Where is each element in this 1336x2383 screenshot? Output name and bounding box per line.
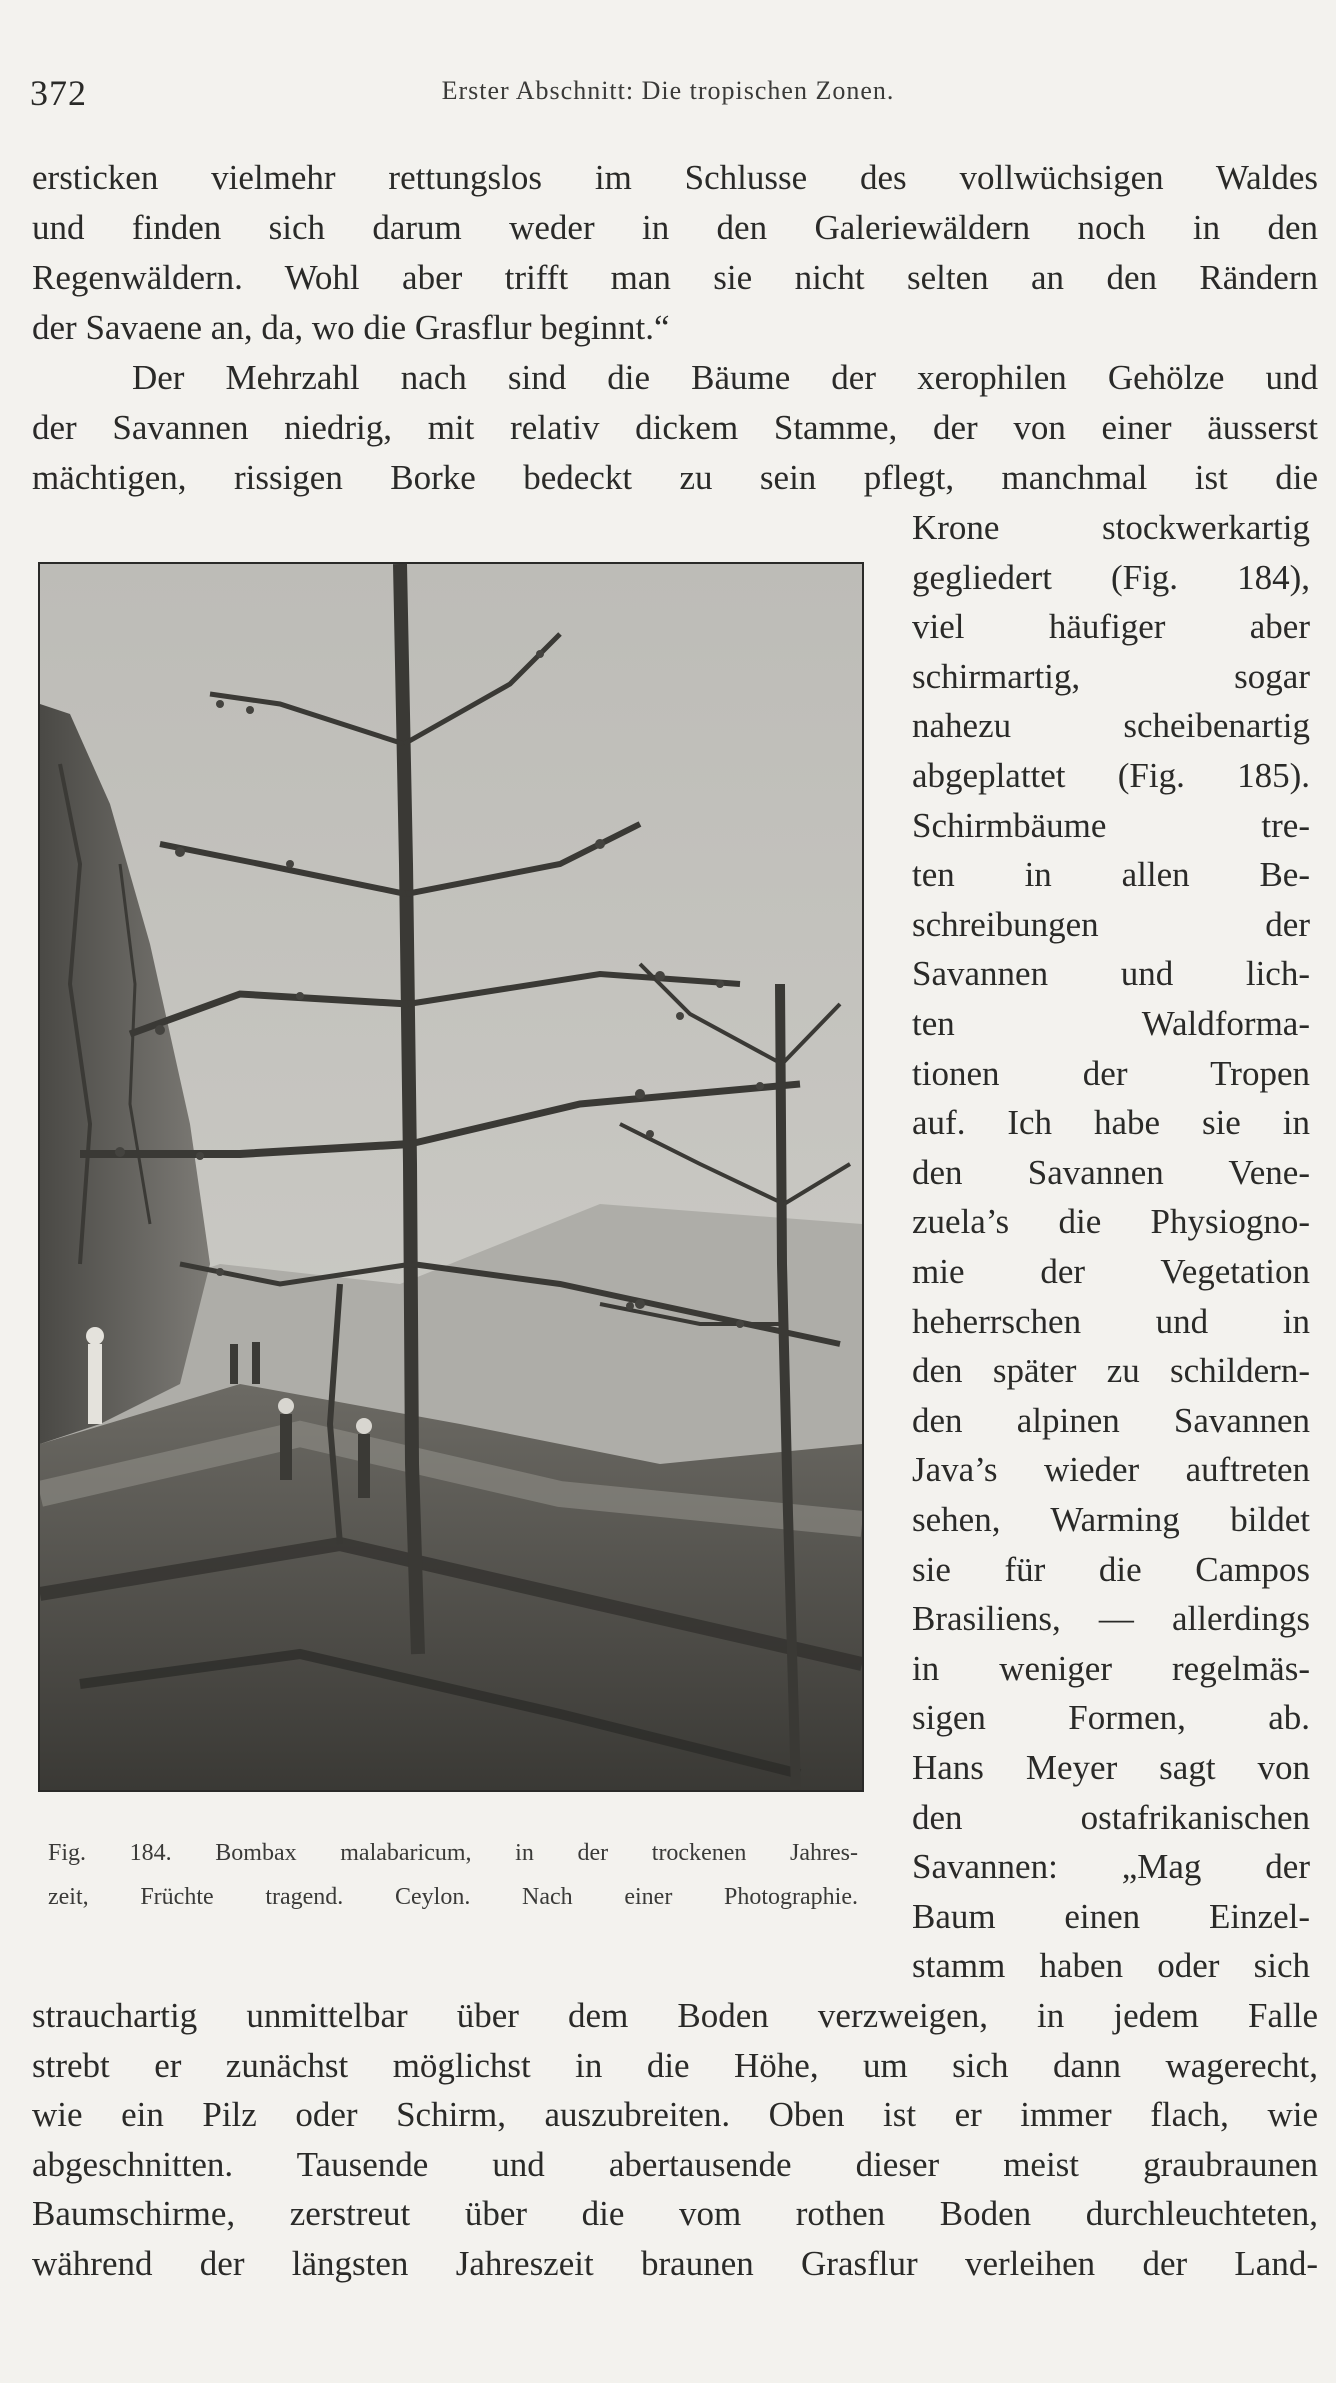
text-line: abgeschnitten. Tausende und abertausende dieser meist graubraunen — [32, 2145, 1318, 2184]
side-text-line: sehen, Warming bildet — [912, 1500, 1310, 1539]
side-text-line: ten Waldforma- — [912, 1004, 1310, 1043]
text-line: Der Mehrzahl nach sind die Bäume der xerophilen Gehölze und — [132, 358, 1318, 397]
side-text-line: Brasiliens, — allerdings — [912, 1599, 1310, 1638]
text-line: während der längsten Jahreszeit braunen Grasflur verleihen der Land- — [32, 2244, 1318, 2283]
side-text-line: Java’s wieder auftreten — [912, 1450, 1310, 1489]
text-line: der Savaene an, da, wo die Grasflur beginnt.“ — [32, 308, 670, 347]
side-text-line: tionen der Tropen — [912, 1054, 1310, 1093]
side-text-line: Savannen: „Mag der — [912, 1847, 1310, 1886]
side-text-line: nahezu scheibenartig — [912, 706, 1310, 745]
text-line: der Savannen niedrig, mit relativ dickem Stamme, der von einer äusserst — [32, 408, 1318, 447]
text-line: wie ein Pilz oder Schirm, auszubreiten. Oben ist er immer flach, wie — [32, 2095, 1318, 2134]
side-text-line: Baum einen Einzel- — [912, 1897, 1310, 1936]
side-text-line: schreibungen der — [912, 905, 1310, 944]
side-text-line: gegliedert (Fig. 184), — [912, 558, 1310, 597]
side-text-line: Savannen und lich- — [912, 954, 1310, 993]
side-text-line: den Savannen Vene- — [912, 1153, 1310, 1192]
side-text-line: heherrschen und in — [912, 1302, 1310, 1341]
side-text-line: auf. Ich habe sie in — [912, 1103, 1310, 1142]
side-text-line: Krone stockwerkartig — [912, 508, 1310, 547]
side-text-line: sigen Formen, ab. — [912, 1698, 1310, 1737]
tree-photograph-illustration — [40, 564, 862, 1790]
side-text-line: sie für die Campos — [912, 1550, 1310, 1589]
side-text-line: viel häufiger aber — [912, 607, 1310, 646]
figure-photograph — [38, 562, 864, 1792]
side-text-line: in weniger regelmäs- — [912, 1649, 1310, 1688]
running-head: Erster Abschnitt: Die tropischen Zonen. — [441, 76, 895, 105]
page-number: 372 — [30, 73, 87, 113]
side-text-line: den alpinen Savannen — [912, 1401, 1310, 1440]
text-line: ersticken vielmehr rettungslos im Schlusse des vollwüchsigen Waldes — [32, 158, 1318, 197]
figure-caption-line-1: Fig. 184. Bombax malabaricum, in der trockenen Jahres- — [48, 1840, 858, 1866]
text-line: und finden sich darum weder in den Galeriewäldern noch in den — [32, 208, 1318, 247]
side-text-line: den später zu schildern- — [912, 1351, 1310, 1390]
side-text-line: schirmartig, sogar — [912, 657, 1310, 696]
side-text-line: Schirmbäume tre- — [912, 806, 1310, 845]
side-text-line: den ostafrikanischen — [912, 1798, 1310, 1837]
text-line: strebt er zunächst möglichst in die Höhe, um sich dann wagerecht, — [32, 2046, 1318, 2085]
side-text-line: abgeplattet (Fig. 185). — [912, 756, 1310, 795]
side-text-line: ten in allen Be- — [912, 855, 1310, 894]
text-line: Baumschirme, zerstreut über die vom rothen Boden durchleuchteten, — [32, 2194, 1318, 2233]
figure-caption-line-2: zeit, Früchte tragend. Ceylon. Nach einer Photographie. — [48, 1884, 858, 1910]
side-text-line: stamm haben oder sich — [912, 1946, 1310, 1985]
text-line: Regenwäldern. Wohl aber trifft man sie nicht selten an den Rändern — [32, 258, 1318, 297]
text-line: strauchartig unmittelbar über dem Boden verzweigen, in jedem Falle — [32, 1996, 1318, 2035]
side-text-line: Hans Meyer sagt von — [912, 1748, 1310, 1787]
text-line: mächtigen, rissigen Borke bedeckt zu sein pflegt, manchmal ist die — [32, 458, 1318, 497]
side-text-line: zuela’s die Physiogno- — [912, 1202, 1310, 1241]
side-text-line: mie der Vegetation — [912, 1252, 1310, 1291]
